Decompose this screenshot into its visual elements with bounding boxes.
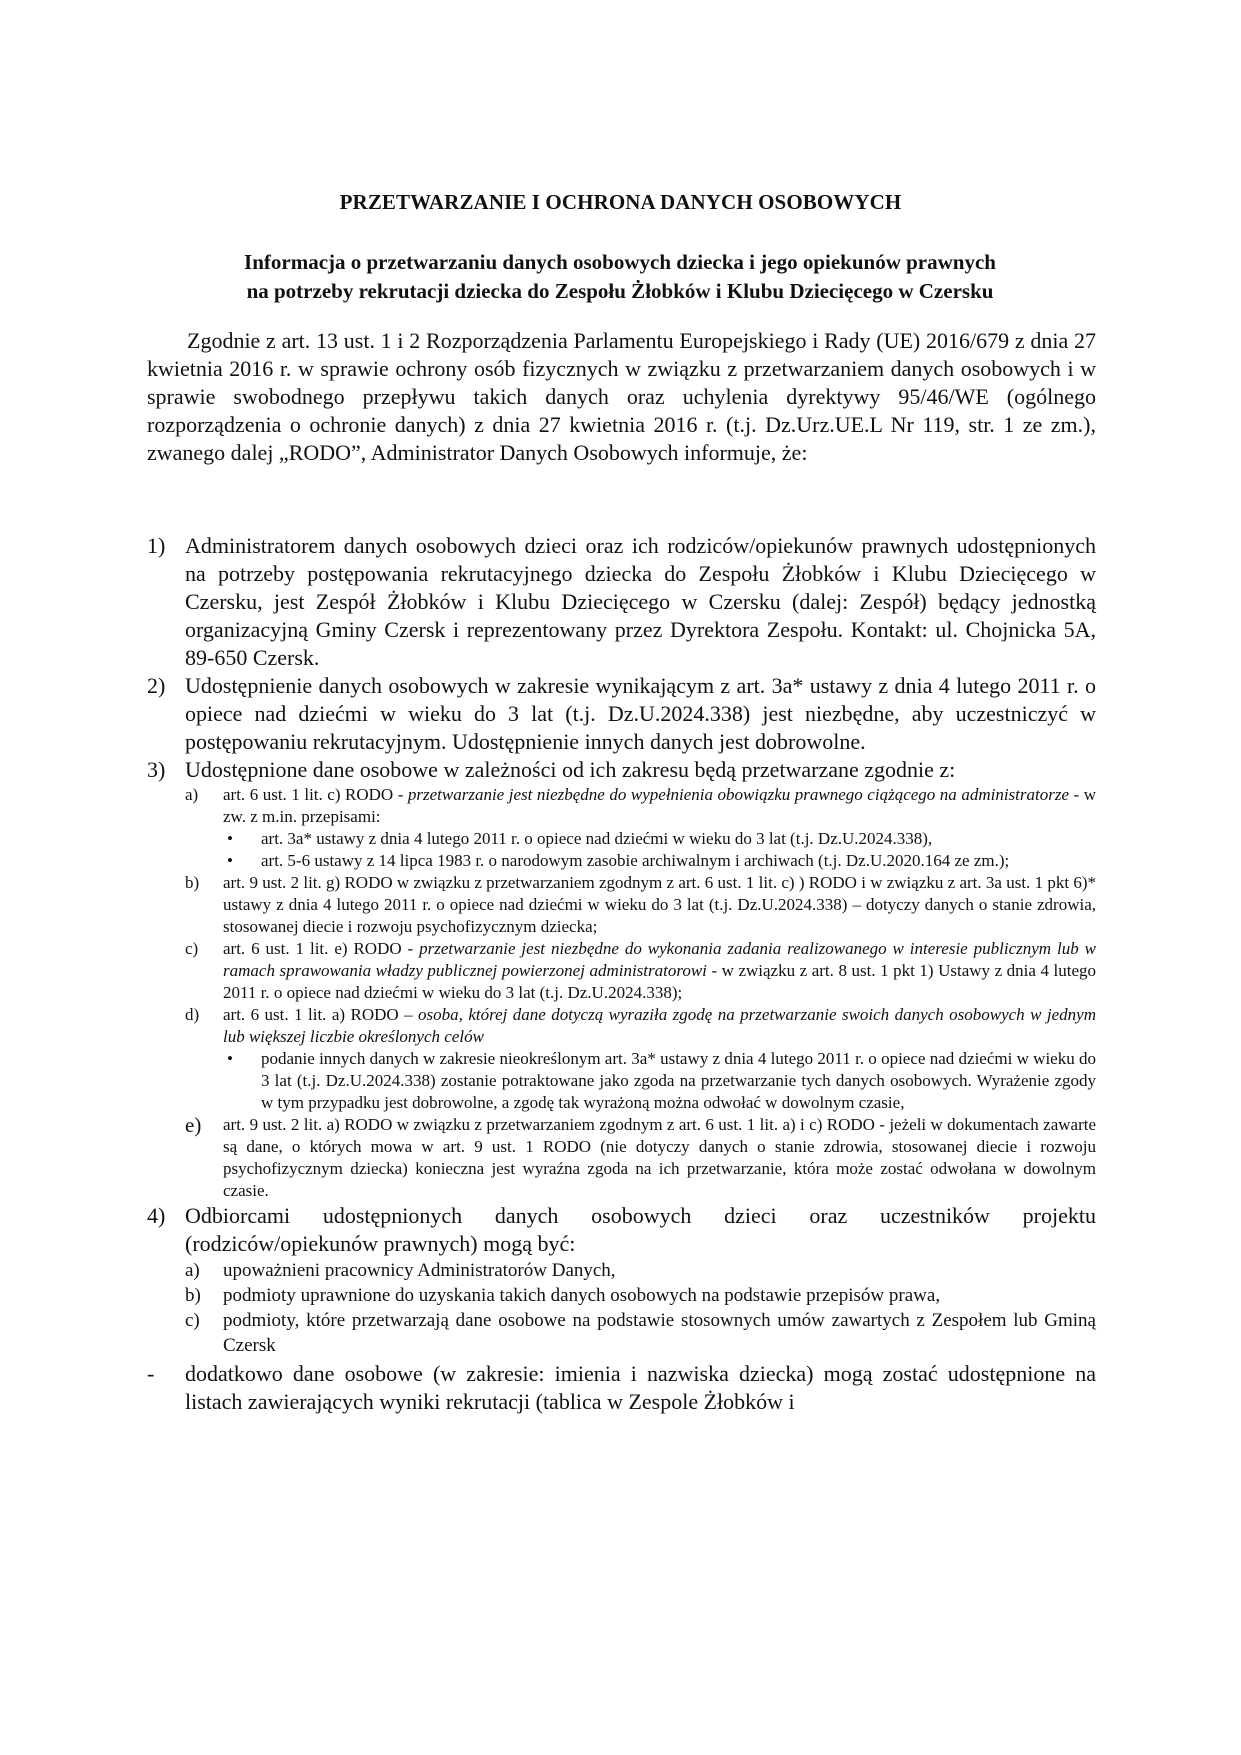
sub-item-letter: d) (185, 1005, 200, 1024)
sub-item (185, 872, 1096, 938)
sub-item-letter: b) (185, 873, 200, 892)
item-text: Odbiorcami udostępnionych danych osobowych dzieci oraz uczestników projektu (rodziców/opiekunów prawnych) mogą być: (185, 1203, 1096, 1256)
sub-item-letter: c) (185, 1310, 200, 1331)
item-number: 4) (147, 1203, 166, 1228)
item-number: 3) (147, 757, 166, 782)
document-subtitle (145, 248, 1095, 306)
sub-item-text: podmioty uprawnione do uzyskania takich danych osobowych na podstawie przepisów prawa, (223, 1285, 941, 1306)
bullet-item (223, 850, 1096, 872)
bullet-text: podanie innych danych w zakresie nieokreślonym art. 3a* ustawy z dnia 4 lutego 2011 r. o opiece nad dziećmi w wieku do 3 lat (t.j. Dz.U.2024.338) zostanie potraktowane jako zgoda na przetwarzanie tych danych osobowych. Wyrażenie zgody w tym przypadku jest dobrowolne, a zgodę tak wyrażoną można odwołać w dowolnym czasie, (261, 1049, 1096, 1112)
item-number: 2) (147, 673, 166, 698)
main-list (147, 532, 1096, 1416)
sub-item (185, 938, 1096, 1004)
sub-item-letter: c) (185, 939, 199, 958)
subtitle-line-2: na potrzeby rekrutacji dziecka do Zespołu Żłobków i Klubu Dziecięcego w Czersku (246, 279, 994, 303)
sub-item-letter: b) (185, 1285, 201, 1306)
sub-item-italic: przetwarzanie jest niezbędne do wykonania zadania realizowanego w interesie publicznym lub w ramach sprawowania władzy publicznej powierzonej administratorowi (223, 939, 1096, 980)
list-item (147, 1202, 1096, 1258)
subtitle-line-1: Informacja o przetwarzaniu danych osobowych dziecka i jego opiekunów prawnych (244, 250, 996, 274)
bullet-item (223, 828, 1096, 850)
sub-item (185, 784, 1096, 872)
list-item (147, 532, 1096, 672)
bullet-text: art. 5-6 ustawy z 14 lipca 1983 r. o narodowym zasobie archiwalnym i archiwach (t.j. Dz.U.2020.164 ze zm.); (261, 851, 1010, 870)
sub-item-text: art. 6 ust. 1 lit. e) RODO - (223, 939, 420, 958)
bullet-icon: • (227, 829, 233, 848)
bullet-item (223, 1048, 1096, 1114)
intro-text: Zgodnie z art. 13 ust. 1 i 2 Rozporządzenia Parlamentu Europejskiego i Rady (UE) 2016/679 z dnia 27 kwietnia 2016 r. w sprawie ochrony osób fizycznych w związku z przetwarzaniem danych osobowych i w sprawie swobodnego przepływu takich danych oraz uchylenia dyrektywy 95/46/WE (ogólnego rozporządzenia o ochronie danych) z dnia 27 kwietnia 2016 r. (t.j. Dz.Urz.UE.L Nr 119, str. 1 ze zm.), zwanego dalej „RODO”, Administrator Danych Osobowych informuje, że: (147, 328, 1096, 465)
item-text: Udostępnienie danych osobowych w zakresie wynikającym z art. 3a* ustawy z dnia 4 lutego 2011 r. o opiece nad dziećmi w wieku do 3 lat (t.j. Dz.U.2024.338) jest niezbędne, aby uczestniczyć w postępowaniu rekrutacyjnym. Udostępnienie innych danych jest dobrowolne. (185, 673, 1096, 754)
sub-item-text: podmioty, które przetwarzają dane osobowe na podstawie stosownych umów zawartych z Zespołem lub Gminą Czersk (223, 1310, 1096, 1356)
sub-item-text: upoważnieni pracownicy Administratorów Danych, (223, 1260, 616, 1281)
sub-item (185, 1004, 1096, 1114)
bullet-icon: • (227, 1049, 233, 1068)
sub-item (185, 1308, 1096, 1358)
dash-text: dodatkowo dane osobowe (w zakresie: imienia i nazwiska dziecka) mogą zostać udostępnione na listach zawierających wyniki rekrutacji (tablica w Zespole Żłobków i (185, 1361, 1096, 1414)
bullet-text: art. 3a* ustawy z dnia 4 lutego 2011 r. o opiece nad dziećmi w wieku do 3 lat (t.j. Dz.U.2024.338), (261, 829, 933, 848)
sub-item-text: art. 6 ust. 1 lit. c) RODO - (223, 785, 408, 804)
sub-item-letter: e) (185, 1113, 202, 1137)
sub-item-letter: a) (185, 785, 199, 804)
dash-paragraph: - dodatkowo dane osobowe (w zakresie: imienia i nazwiska dziecka) mogą zostać udostępnione na listach zawierających wyniki rekrutacji (tablica w Zespole Żłobków i (147, 1361, 1096, 1414)
item-text: Udostępnione dane osobowe w zależności od ich zakresu będą przetwarzane zgodnie z: (185, 757, 956, 782)
sub-item-letter: a) (185, 1260, 200, 1281)
sub-list (185, 1258, 1096, 1358)
sub-item-italic: przetwarzanie jest niezbędne do wypełnienia obowiązku prawnego ciążącego na administratorze (407, 785, 1070, 804)
item-text: Administratorem danych osobowych dzieci oraz ich rodziców/opiekunów prawnych udostępnionych na potrzeby postępowania rekrutacyjnego dziecka do Zespołu Żłobków i Klubu Dziecięcego w Czersku, jest Zespół Żłobków i Klubu Dziecięcego w Czersku (dalej: Zespół) będący jednostką organizacyjną Gminy Czersk i reprezentowany przez Dyrektora Zespołu. Kontakt: ul. Chojnicka 5A, 89-650 Czersk. (185, 533, 1096, 670)
sub-item-text: - w związku z art. 8 ust. 1 pkt 1) Ustawy z dnia 4 lutego 2011 r. o opiece nad dziećmi w wieku do 3 lat (t.j. Dz.U.2024.338); (223, 961, 1096, 1002)
sub-item (185, 1258, 1096, 1283)
list-item (147, 756, 1096, 784)
bullet-icon: • (227, 851, 233, 870)
item-number: 1) (147, 533, 166, 558)
page-title: PRZETWARZANIE I OCHRONA DANYCH OSOBOWYCH (339, 190, 902, 214)
sub-item-italic: osoba, której dane dotyczą wyraziła zgodę na przetwarzanie swoich danych osobowych w jednym lub większej liczbie określonych celów (223, 1005, 1096, 1046)
intro-paragraph (147, 327, 1096, 467)
sub-item-text: - w zw. z m.in. przepisami: (223, 785, 1096, 826)
sub-item-text: art. 9 ust. 2 lit. a) RODO w związku z przetwarzaniem zgodnym z art. 6 ust. 1 lit. a) i c) RODO - jeżeli w dokumentach zawarte są dane, o których mowa w art. 9 ust. 1 RODO (nie dotyczy danych o stanie zdrowia, stosowanej diecie i rozwoju psychofizycznym dziecka) konieczna jest wyraźna zgoda na ich przetwarzanie, która może zostać odwołana w dowolnym czasie. (223, 1115, 1096, 1200)
sub-item-text: art. 6 ust. 1 lit. a) RODO – (223, 1005, 419, 1024)
sub-item (185, 1283, 1096, 1308)
sub-list (185, 784, 1096, 1202)
list-item (147, 672, 1096, 756)
sub-item (185, 1114, 1096, 1202)
sub-item-text: art. 9 ust. 2 lit. g) RODO w związku z przetwarzaniem zgodnym z art. 6 ust. 1 lit. c) ) RODO i w związku z art. 3a ust. 1 pkt 6)* ustawy z dnia 4 lutego 2011 r. o opiece nad dziećmi w wieku do 3 lat (t.j. Dz.U.2024.338) – dotyczy danych o stanie zdrowia, stosowanej diecie i rozwoju psychofizycznym dziecka; (223, 873, 1096, 936)
